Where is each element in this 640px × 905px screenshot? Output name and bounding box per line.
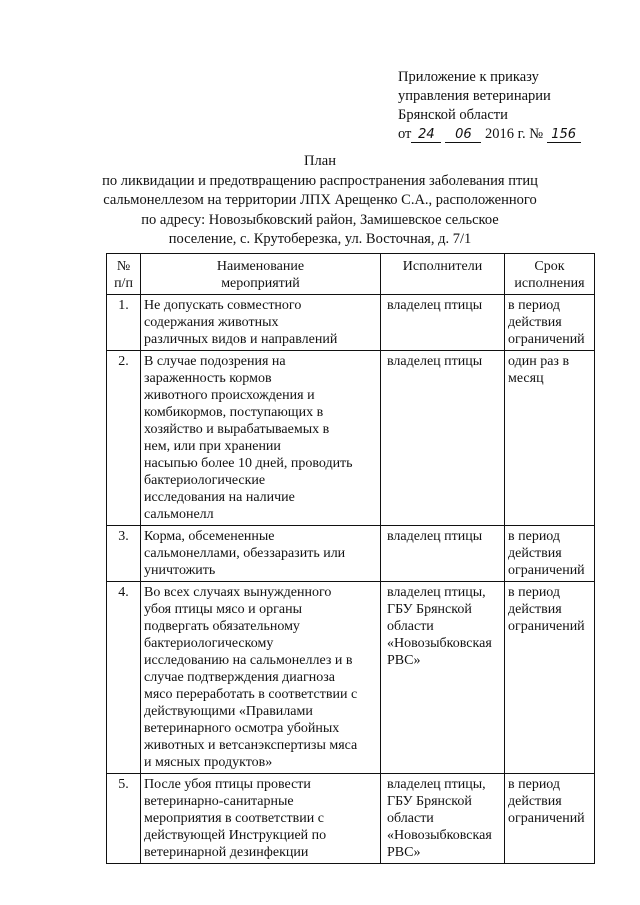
row-executors: владелец птицы [381, 526, 505, 582]
row-executors: владелец птицы [381, 295, 505, 351]
date-year: 2016 г. № [485, 126, 544, 142]
plan-table [106, 253, 595, 864]
table-row [107, 526, 595, 582]
row-activity: Не допускать совместного содержания животных различных видов и направлений [141, 295, 381, 351]
date-prefix: от [398, 126, 412, 142]
header-activity: Наименование мероприятий [141, 254, 381, 295]
row-executors: владелец птицы, ГБУ Брянской области «Новозыбковская РВС» [381, 582, 505, 774]
header-executors: Исполнители [381, 254, 505, 295]
handwritten-day: 24 [411, 128, 441, 143]
annex-header [398, 68, 628, 144]
row-activity: После убоя птицы провести ветеринарно-санитарные мероприятия в соответствии с действующей Инструкцией по ветеринарной дезинфекции [141, 774, 381, 864]
handwritten-month: 06 [445, 128, 481, 143]
header-num: № п/п [107, 254, 141, 295]
handwritten-order-number: 156 [547, 128, 581, 143]
title-line: по адресу: Новозыбковский район, Замишевское сельское [141, 211, 499, 228]
row-activity: В случае подозрения на зараженность кормов животного происхождения и комбикормов, поступающих в хозяйство и вырабатываемых в нем, или при хранении насыпью более 10 дней, проводить бактериологические исследования на наличие сальмонелл [141, 351, 381, 526]
title-line: сальмонеллезом на территории ЛПХ Арещенко С.А., расположенного [103, 192, 537, 208]
row-deadline: в период действия ограничений [505, 774, 595, 864]
table-row [107, 582, 595, 774]
row-number: 2. [107, 351, 141, 526]
table-row [107, 295, 595, 351]
row-activity: Во всех случаях вынужденного убоя птицы мясо и органы подвергать обязательному бактериологическому исследованию на сальмонеллез и в случае подтверждения диагноза мясо переработать в соответствии с действующими «Правилами ветеринарного осмотра убойных животных и ветсанэкспертизы мяса и мясных продуктов» [141, 582, 381, 774]
row-number: 1. [107, 295, 141, 351]
annex-date-line [398, 125, 628, 144]
row-deadline: один раз в месяц [505, 351, 595, 526]
annex-line: управления ветеринарии [398, 88, 551, 104]
title-line: по ликвидации и предотвращению распространения заболевания птиц [102, 172, 538, 189]
annex-line: Брянской области [398, 107, 508, 123]
title-heading: План [304, 153, 336, 169]
row-deadline: в период действия ограничений [505, 582, 595, 774]
row-executors: владелец птицы [381, 351, 505, 526]
row-executors: владелец птицы, ГБУ Брянской области «Новозыбковская РВС» [381, 774, 505, 864]
row-activity: Корма, обсемененные сальмонеллами, обеззаразить или уничтожить [141, 526, 381, 582]
row-number: 5. [107, 774, 141, 864]
annex-line: Приложение к приказу [398, 69, 539, 85]
table-header-row [107, 254, 595, 295]
title-line: поселение, с. Крутоберезка, ул. Восточная, д. 7/1 [168, 231, 472, 247]
row-number: 3. [107, 526, 141, 582]
row-deadline: в период действия ограничений [505, 295, 595, 351]
document-title [80, 152, 560, 250]
row-deadline: в период действия ограничений [505, 526, 595, 582]
table-row [107, 351, 595, 526]
row-number: 4. [107, 582, 141, 774]
header-deadline: Срок исполнения [505, 254, 595, 295]
table-row [107, 774, 595, 864]
